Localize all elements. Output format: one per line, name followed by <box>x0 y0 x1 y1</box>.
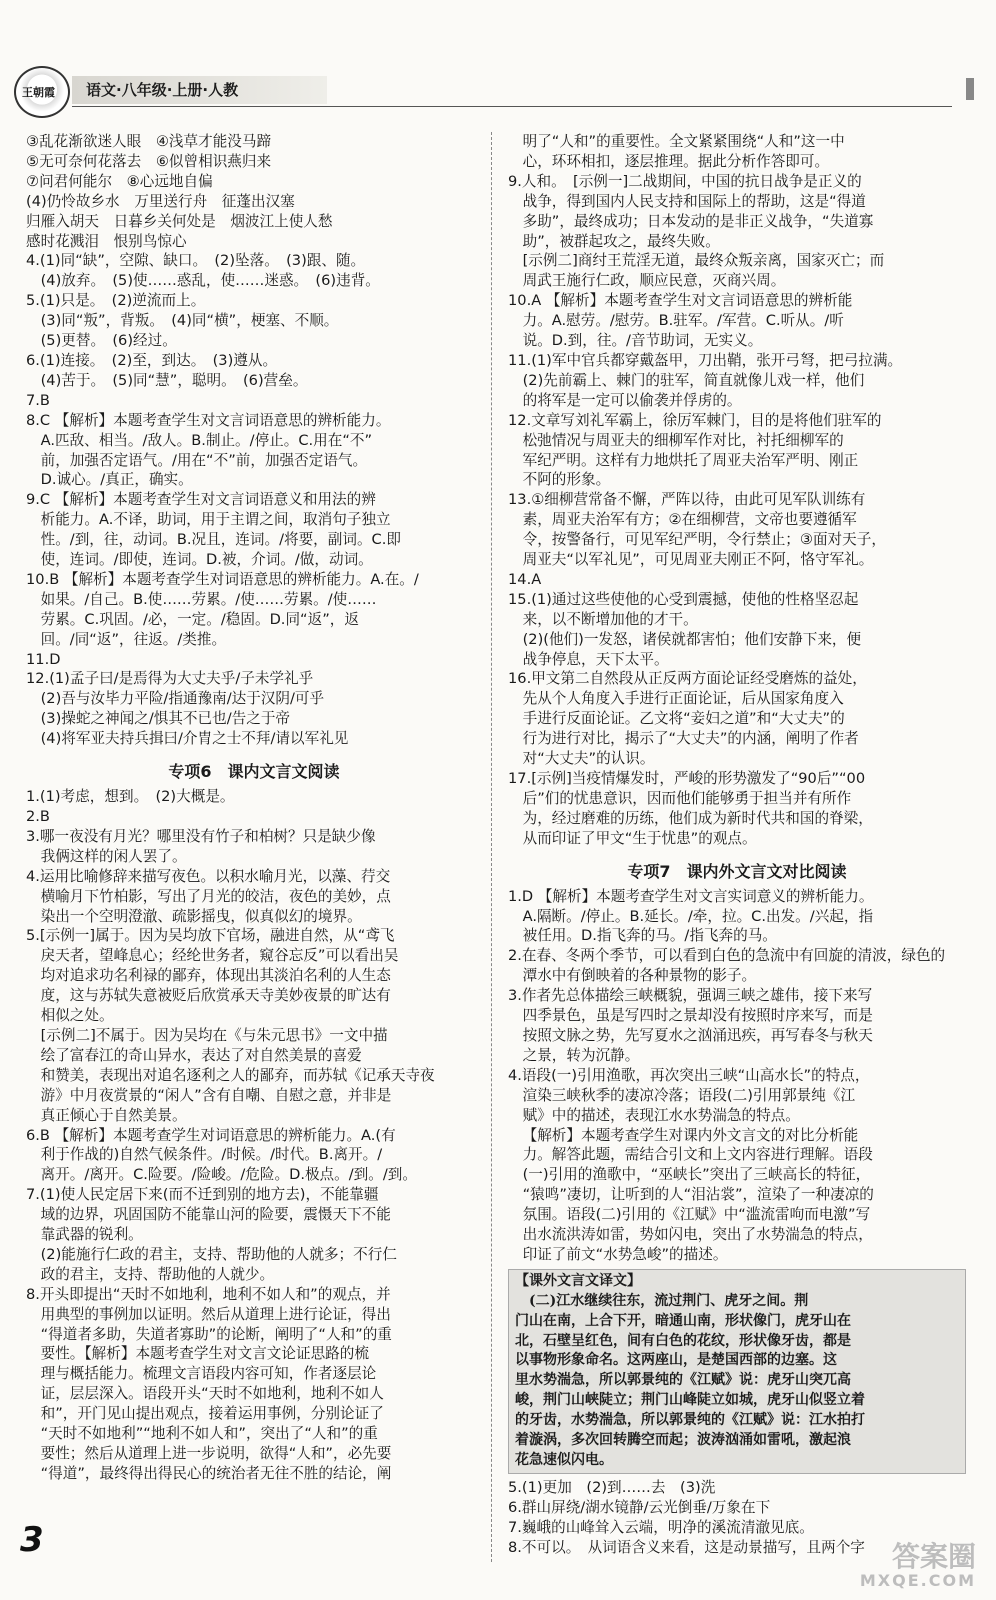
text-line: 9.C 【解析】本题考查学生对文言词语意义和用法的辨 <box>26 491 376 509</box>
column-divider <box>491 132 492 1562</box>
text-line: 和赞美，表现出对追名逐利之人的鄙弃，而苏轼《记承天寺夜 <box>40 1066 435 1084</box>
text-line: 【解析】本题考查学生对课内外文言文的对比分析能 <box>522 1126 859 1144</box>
text-line: “得道”，最终得出得民心的统治者无往不胜的结论，阐 <box>40 1464 392 1482</box>
text-line: 9.人和。 [示例一]二战期间，中国的抗日战争是正义的 <box>508 172 862 190</box>
text-line: 游》中月夜赏景的“闲人”含有自嘲、自慰之意，并非是 <box>40 1086 392 1104</box>
text-line: 行为进行对比，揭示了“大丈夫”的内涵，阐明了作者 <box>522 730 859 748</box>
text-line: (二)江水继续往东，流过荆门、虎牙之间。荆 <box>529 1292 809 1309</box>
left-column <box>26 132 482 1484</box>
text-line: 12.文章写刘礼军霸上，徐厉军棘门，目的是将他们驻军的 <box>508 411 882 429</box>
text-line: (3)操蛇之神闻之/惧其不已也/告之于帝 <box>40 710 291 728</box>
text-line: (4)将军亚夫持兵揖曰/介胄之士不拜/请以军礼见 <box>40 730 349 748</box>
text-line: 后”们的忧患意识，因而他们能够勇于担当并有所作 <box>522 789 852 807</box>
text-line: “得道者多助，失道者寡助”的论断，阐明了“人和”的重 <box>40 1325 392 1343</box>
text-line: [示例二]商纣王荒淫无道，最终众叛亲离，国家灭亡；而 <box>522 252 885 270</box>
text-line: 15.(1)通过这些使他的心受到震撼，使他的性格坚忍起 <box>508 590 859 608</box>
text-line: 10.A 【解析】本题考查学生对文言词语意思的辨析能 <box>508 292 853 310</box>
text-line: 的牙齿，水势湍急，所以郭景纯的《江赋》说：江水拍打 <box>515 1412 865 1429</box>
text-line: (2)吾与汝毕力平险/指通豫南/达于汉阴/可乎 <box>40 690 325 708</box>
text-line: 力。解答此题，需结合引文和上文内容进行理解。语段 <box>522 1146 873 1164</box>
text-line: “猿鸣”凄切，让听到的人“泪沾裳”，渲染了一种凄凉的 <box>522 1186 874 1204</box>
text-line: 赋》中的描述，表现江水水势湍急的特点。 <box>522 1106 800 1124</box>
text-line: 周亚夫“以军礼见”，可见周亚夫刚正不阿，恪守军礼。 <box>522 551 874 569</box>
text-line: 2.在春、冬两个季节，可以看到白色的急流中有回旋的清波，绿色的 <box>508 947 946 965</box>
logo-text: 王朝霞 <box>22 86 55 99</box>
site-watermark-name: 答案圈 <box>891 1540 976 1573</box>
text-line: 16.甲文第二自然段从正反两方面论证经受磨炼的益处， <box>508 670 867 688</box>
text-line: 先从个人角度入手进行正面论证，后从国家角度入 <box>522 690 844 708</box>
text-line: 3.作者先总体描绘三峡概貌，强调三峡之雄伟，接下来写 <box>508 987 873 1005</box>
text-line: 横喻月下竹柏影，写出了月光的皎洁，夜色的美妙，点 <box>40 887 391 905</box>
text-line: 证，层层深入。语段开头“天时不如地利，地利不如人 <box>40 1385 384 1403</box>
text-line: 对“大丈夫”的认识。 <box>522 750 655 768</box>
header-tab-marker <box>966 78 974 100</box>
header-rule <box>72 106 952 107</box>
text-line: 13.①细柳营常备不懈，严阵以待，由此可见军队训练有 <box>508 491 866 509</box>
text-line: “天时不如地利”“地利不如人和”，突出了“人和”的重 <box>40 1425 378 1443</box>
text-line: 绘了富春江的奇山异水，表达了对自然美景的喜爱 <box>40 1046 362 1064</box>
text-line: (2)(他们)一发怒，诸侯就都害怕；他们安静下来，便 <box>522 630 862 648</box>
text-line: (5)更替。 (6)经过。 <box>40 332 177 350</box>
text-line: 用典型的事例加以证明。然后从道理上进行论证，得出 <box>40 1305 391 1323</box>
text-line: 均对追求功名利禄的鄙弃，体现出其淡泊名利的人生态 <box>40 967 391 985</box>
text-line: 周武王施行仁政，顺应民意，灭商兴周。 <box>522 272 786 290</box>
text-line: 10.B 【解析】本题考查学生对词语意思的辨析能力。A.在。/ <box>26 570 419 588</box>
text-line: 军纪严明。这样有力地烘托了周亚夫治军严明、刚正 <box>522 451 859 469</box>
text-line: 1.D 【解析】本题考查学生对文言实词意义的辨析能力。 <box>508 887 874 905</box>
text-line: 4.运用比喻修辞来描写夜色。以积水喻月光，以藻、荇交 <box>26 867 391 885</box>
header-title: 语文·八年级·上册·人教 <box>72 76 327 104</box>
text-line: 力。A.慰劳。/慰劳。B.驻军。/军营。C.听从。/听 <box>522 312 844 330</box>
text-line: D.诚心。/真正，确实。 <box>40 471 193 489</box>
text-line: 靠武器的锐利。 <box>40 1226 143 1244</box>
page-number: 3 <box>20 1520 44 1560</box>
page-header <box>14 70 982 110</box>
text-line: 以事物形象命名。这两座山，是楚国西部的边塞。这 <box>515 1352 837 1369</box>
text-line: 1.(1)考虑，想到。 (2)大概是。 <box>26 788 235 806</box>
text-line: 助”，被群起攻之，最终失败。 <box>522 232 720 250</box>
text-line: 令，按警备行，可见军纪严明，令行禁止；③面对天子， <box>522 531 886 549</box>
section-title-6: 专项6 课内文言文阅读 <box>168 762 340 782</box>
text-line: 5.(1)只是。 (2)逆流而上。 <box>26 292 206 310</box>
text-line: 相似之处。 <box>40 1007 114 1025</box>
text-line: 前，加强否定语气。/用在“不”前，加强否定语气。 <box>40 451 368 469</box>
text-line: 劳累。C.巩固。/必，一定。/稳固。D.同“返”，返 <box>40 610 359 628</box>
site-watermark-url: MXQE.COM <box>859 1571 976 1590</box>
text-line: 多助”，最终成功；日本发动的是非正义战争，“失道寡 <box>522 212 874 230</box>
text-line: (2)能施行仁政的君主，支持、帮助他的人就多；不行仁 <box>40 1245 397 1263</box>
right-column <box>508 132 966 1558</box>
text-line: ⑦问君何能尔 ⑧心远地自偏 <box>26 172 213 190</box>
text-line: 要性；然后从道理上进一步说明，欲得“人和”，必先要 <box>40 1445 392 1462</box>
text-line: 战争，得到国内人民支持和国际上的帮助，这是“得道 <box>522 192 866 210</box>
text-line: 12.(1)孟子曰/是焉得为大丈夫乎/子未学礼乎 <box>26 670 314 688</box>
text-line: 离开。/离开。C.险要。/险峻。/危险。D.极点。/到。/到。 <box>40 1166 417 1184</box>
text-line: ⑤无可奈何花落去 ⑥似曾相识燕归来 <box>26 152 272 170</box>
text-line: 着漩涡，多次回转腾空而起；波涛汹涌如雷吼，激起浪 <box>515 1432 851 1449</box>
text-line: (4)仍怜故乡水 万里送行舟 征蓬出汉塞 <box>26 192 295 210</box>
text-line: 战争停息，天下太平。 <box>522 650 669 668</box>
text-line: A.匹敌、相当。/敌人。B.制止。/停止。C.用在“不” <box>40 431 373 449</box>
text-line: 7.B <box>26 391 50 409</box>
text-line: 印证了前文“水势急峻”的描述。 <box>522 1245 728 1263</box>
text-line: 6.(1)连接。 (2)至，到达。 (3)遵从。 <box>26 351 278 369</box>
text-line: 2.B <box>26 808 50 825</box>
text-line: 被任用。D.指飞奔的马。/指飞奔的马。 <box>522 927 777 945</box>
text-line: 峻，荆门山峡陡立；荆门山峰陡立如城，虎牙山似竖立着 <box>515 1392 865 1409</box>
text-line: 从而印证了甲文“生于忧患”的观点。 <box>522 829 757 847</box>
text-line: 感时花溅泪 恨别鸟惊心 <box>26 232 187 250</box>
text-line: 手进行反面论证。乙文将“妾妇之道”和“大丈夫”的 <box>522 710 845 728</box>
text-line: 性。/到，往，动词。B.况且，连词。/将要，副词。C.即 <box>40 531 401 549</box>
text-line: 4.语段(一)引用渔歌，再次突出三峡“山高水长”的特点， <box>508 1066 870 1084</box>
text-line: 按照文脉之势，先写夏水之汹涌迅疾，再写春冬与秋天 <box>522 1026 873 1044</box>
publisher-logo-icon <box>14 66 70 118</box>
text-line: 如果。/自己。B.使……劳累。/使……劳累。/使…… <box>40 590 377 608</box>
text-line: 5.(1)更加 (2)到……去 (3)洗 <box>508 1478 716 1496</box>
text-line: 来，以不断增加他的才干。 <box>522 610 698 628</box>
text-line: 四季景色，虽是写四时之景却没有按照时序来写，而是 <box>522 1007 873 1025</box>
text-line: 析能力。A.不译，助词，用于主谓之间，取消句子独立 <box>40 511 391 529</box>
text-line: 氛围。语段(二)引用的《江赋》中“滥流雷呴而电激”写 <box>522 1206 871 1224</box>
text-line: 8.开头即提出“天时不如地利，地利不如人和”的观点，并 <box>26 1285 391 1303</box>
text-line: 11.D <box>26 650 61 668</box>
text-line: 度，这与苏轼失意被贬后欣赏承天寺美妙夜景的旷达有 <box>40 987 391 1005</box>
text-line: 潭水中有倒映着的各种景物的影子。 <box>522 967 757 985</box>
translation-box <box>508 1269 966 1474</box>
text-line: [示例二]不属于。因为吴均在《与朱元思书》一文中描 <box>40 1026 388 1044</box>
text-line: 4.(1)同“缺”，空隙、缺口。 (2)坠落。 (3)跟、随。 <box>26 252 366 270</box>
text-line: 花急速似闪电。 <box>515 1452 613 1468</box>
text-line: 里水势湍急，所以郭景纯的《江赋》说：虎牙山突兀高 <box>515 1372 851 1389</box>
text-line: 说。D.到，往。/音节助词，无实义。 <box>522 332 763 350</box>
text-line: A.隔断。/停止。B.延长。/牵，拉。C.出发。/兴起，指 <box>522 907 874 925</box>
text-line: 门山在南，上合下开，暗通山南，形状像门，虎牙山在 <box>515 1312 851 1329</box>
text-line: (一)引用的渔歌中，“巫峡长”突出了三峡高长的特征， <box>522 1166 871 1184</box>
text-line: 真正倾心于自然美景。 <box>40 1106 187 1124</box>
text-line: (3)同“叛”，背叛。 (4)同“横”，梗塞、不顺。 <box>40 312 339 330</box>
text-line: 3.哪一夜没有月光？哪里没有竹子和柏树？只是缺少像 <box>26 827 376 845</box>
text-line: 心，环环相扣，逐层推理。据此分析作答即可。 <box>522 152 830 170</box>
text-line: 不阿的形象。 <box>522 471 611 489</box>
text-line: 我俩这样的闲人罢了。 <box>40 847 187 865</box>
text-line: 归雁入胡天 日暮乡关何处是 烟波江上使人愁 <box>26 212 333 230</box>
text-line: 素，周亚夫治军有方；②在细柳营，文帝也要遵循军 <box>522 511 857 529</box>
text-line: 域的边界，巩固国防不能靠山河的险要，震慑天下不能 <box>40 1206 391 1224</box>
text-line: 5.[示例一]属于。因为吴均放下官场，融进自然，从“鸢飞 <box>26 927 395 945</box>
text-line: 出水流洪涛如雷，势如闪电，突出了水势湍急的特点， <box>522 1226 873 1244</box>
text-line: 要性。【解析】本题考查学生对文言文论证思路的梳 <box>40 1345 369 1363</box>
text-line: 渲染三峡秋季的凄凉冷落；语段(二)引用郭景纯《江 <box>522 1086 856 1104</box>
section-title-7: 专项7 课内外文言文对比阅读 <box>627 861 847 881</box>
text-line: 7.巍峨的山峰耸入云端，明净的溪流清澈见底。 <box>508 1518 814 1536</box>
text-line: 为，经过磨难的历练，他们成为新时代共和国的脊梁， <box>522 809 873 827</box>
text-line: 8.C 【解析】本题考查学生对文言词语意思的辨析能力。 <box>26 411 391 429</box>
text-line: 6.B 【解析】本题考查学生对词语意思的辨析能力。A.(有 <box>26 1126 396 1144</box>
text-line: 理与概括能力。梳理文言语段内容可知，作者逐层论 <box>40 1365 377 1383</box>
text-line: 戾天者，望峰息心；经纶世务者，窥谷忘反”可以看出吴 <box>40 947 399 965</box>
text-line: 回。/同“返”，往返。/类推。 <box>40 630 227 648</box>
text-line: 政的君主，支持、帮助他的人就少。 <box>40 1265 275 1283</box>
text-line: 松弛情况与周亚夫的细柳军作对比，衬托细柳军的 <box>522 431 844 449</box>
text-line: (4)放弃。 (5)使……惑乱，使……迷惑。 (6)违背。 <box>40 272 380 290</box>
text-line: 【课外文言文译文】 <box>515 1272 641 1289</box>
text-line: 明了“人和”的重要性。全文紧紧围绕“人和”这一中 <box>522 133 845 150</box>
text-line: 利于作战的)自然气候条件。/时候。/时代。B.离开。/ <box>40 1146 383 1164</box>
text-line: 北，石壁呈红色，间有白色的花纹，形状像牙齿，都是 <box>515 1332 851 1349</box>
text-line: 之景，转为沉静。 <box>522 1046 640 1064</box>
text-line: (2)先前霸上、棘门的驻军，简直就像儿戏一样，他们 <box>522 371 865 389</box>
site-watermark-logo <box>816 1535 976 1593</box>
text-line: 的将军是一定可以偷袭并俘虏的。 <box>522 391 742 409</box>
text-line: 17.[示例]当疫情爆发时，严峻的形势激发了“90后”“00 <box>508 770 866 787</box>
text-line: 染出一个空明澄澈、疏影摇曳，似真似幻的境界。 <box>40 907 362 925</box>
text-line: ③乱花渐欲迷人眼 ④浅草才能没马蹄 <box>26 133 272 150</box>
text-line: 7.(1)使人民定居下来(而不迁到别的地方去)，不能靠疆 <box>26 1186 379 1204</box>
text-line: (4)苦于。 (5)同“慧”，聪明。 (6)营垒。 <box>40 371 308 389</box>
text-line: 6.群山屏绕/湖水镜静/云光倒垂/万象在下 <box>508 1498 771 1516</box>
text-line: 使，连词。/即使，连词。D.被，介词。/做，动词。 <box>40 551 373 569</box>
text-line: 14.A <box>508 570 542 588</box>
text-line: 和”，开门见山提出观点，接着运用事例，分别论证了 <box>40 1405 384 1423</box>
text-line: 8.不可以。 从词语含义来看，这是动景描写，且两个字 <box>508 1538 865 1556</box>
text-line: 11.(1)军中官兵都穿戴盔甲，刀出鞘，张开弓弩，把弓拉满。 <box>508 351 903 369</box>
